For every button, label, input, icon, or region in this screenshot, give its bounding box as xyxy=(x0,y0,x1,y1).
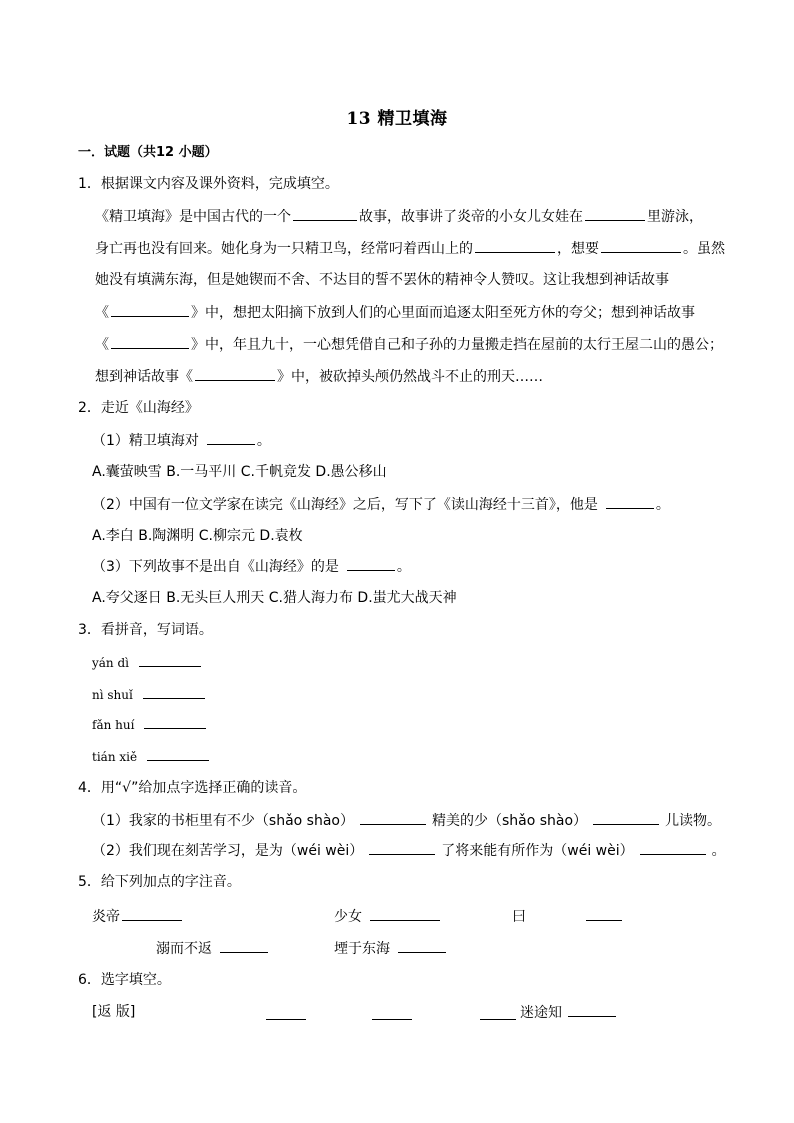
text: 想到神话故事《 xyxy=(95,369,193,385)
question-2-sub-2 xyxy=(92,494,670,515)
blank[interactable] xyxy=(593,810,659,825)
question-4-sub-1 xyxy=(92,810,721,831)
blank[interactable] xyxy=(220,938,268,953)
pinyin-item xyxy=(92,746,211,767)
question-4-text: 用“√”给加点字选择正确的读音。 xyxy=(100,780,307,796)
text: 》中，被砍掉头颅仍然战斗不止的刑天…… xyxy=(277,369,543,385)
text: 儿读物。 xyxy=(665,813,722,829)
question-4-stem xyxy=(78,778,306,798)
phonetic-item xyxy=(156,938,270,959)
text: （2）我们现在刻苦学习，是为（wéi wèi） xyxy=(92,843,364,859)
blank[interactable] xyxy=(122,906,182,921)
idiom-item xyxy=(520,1002,618,1023)
question-1-line-2 xyxy=(95,238,725,259)
question-2-options-2: A.李白 B.陶渊明 C.柳宗元 D.袁枚 xyxy=(92,528,303,544)
blank[interactable] xyxy=(398,938,446,953)
word: 迷途知 xyxy=(520,1005,562,1021)
text: 。 xyxy=(256,433,271,449)
blank[interactable] xyxy=(480,1005,516,1020)
word: 炎帝 xyxy=(92,909,120,925)
question-3-number: 3． xyxy=(78,622,101,638)
blank[interactable] xyxy=(606,494,654,509)
text: 《 xyxy=(95,337,109,353)
question-4-number: 4． xyxy=(78,780,101,796)
blank[interactable] xyxy=(372,1005,412,1020)
text: 《 xyxy=(95,305,109,321)
text: 精美的少（shǎo shào） xyxy=(431,813,588,829)
text: 《精卫填海》是中国古代的一个 xyxy=(95,209,291,225)
question-2-options-3: A.夸父逐日 B.无头巨人刑天 C.猎人海力布 D.蚩尤大战天神 xyxy=(92,590,457,606)
question-6-stem xyxy=(78,970,171,990)
blank[interactable] xyxy=(147,746,209,761)
question-1-line-1 xyxy=(95,206,703,227)
phonetic-item xyxy=(334,938,448,959)
text: ，想要 xyxy=(557,241,599,257)
blank[interactable] xyxy=(370,906,440,921)
word: 少女 xyxy=(334,909,362,925)
question-3-stem xyxy=(78,620,213,640)
blank[interactable] xyxy=(347,556,395,571)
word: 堙于东海 xyxy=(334,941,390,957)
question-5-text: 给下列加点的字注音。 xyxy=(100,874,241,890)
pinyin-text: tián xiě xyxy=(92,750,138,764)
question-1-text: 根据课文内容及课外资料，完成填空。 xyxy=(100,176,339,192)
blank[interactable] xyxy=(207,430,255,445)
text: （3）下列故事不是出自《山海经》的是 xyxy=(92,559,339,575)
text: 。 xyxy=(711,843,726,859)
question-1-number: 1． xyxy=(78,176,101,192)
text: 里游泳， xyxy=(647,209,703,225)
question-2-sub-1 xyxy=(92,430,271,451)
blank-4[interactable] xyxy=(601,238,681,253)
text: 。 xyxy=(655,497,670,513)
text: 故事，故事讲了炎帝的小女儿女娃在 xyxy=(359,209,583,225)
question-1-line-3: 她没有填满东海，但是她锲而不舍、不达目的誓不罢休的精神令人赞叹。这让我想到神话故事 xyxy=(95,272,669,288)
question-5-stem xyxy=(78,872,241,892)
question-6-text: 选字填空。 xyxy=(100,972,171,988)
blank-6[interactable] xyxy=(111,334,189,349)
text: 。 xyxy=(396,559,411,575)
phonetic-item xyxy=(334,906,442,927)
blank[interactable] xyxy=(369,840,435,855)
question-1-line-4 xyxy=(95,302,695,323)
question-3-text: 看拼音，写词语。 xyxy=(100,622,213,638)
question-1-line-5 xyxy=(95,334,723,355)
text: 身亡再也没有回来。她化身为一只精卫鸟，经常叼着西山上的 xyxy=(95,241,473,257)
text: （2）中国有一位文学家在读完《山海经》之后，写下了《读山海经十三首》，他是 xyxy=(92,497,598,513)
question-2-text: 走近《山海经》 xyxy=(100,400,199,416)
blank[interactable] xyxy=(139,652,201,667)
text: 了将来能有所作为（wéi wèi） xyxy=(441,843,634,859)
text: 。虽然 xyxy=(683,241,725,257)
question-4-sub-2 xyxy=(92,840,726,861)
blank-2[interactable] xyxy=(585,206,645,221)
question-6-number: 6． xyxy=(78,972,101,988)
pinyin-item xyxy=(92,714,208,735)
page-title: 13 精卫填海 xyxy=(346,109,448,129)
section-header: 一．试题（共12 小题） xyxy=(78,145,218,160)
blank[interactable] xyxy=(640,840,706,855)
pinyin-item xyxy=(92,652,203,673)
question-2-stem xyxy=(78,398,199,418)
text: （1）精卫填海对 xyxy=(92,433,199,449)
blank-5[interactable] xyxy=(111,302,189,317)
pinyin-text: nì shuǐ xyxy=(92,688,133,702)
text: （1）我家的书柜里有不少（shǎo shào） xyxy=(92,813,354,829)
pinyin-text: fǎn huí xyxy=(92,718,135,732)
blank[interactable] xyxy=(586,906,622,921)
question-5-number: 5． xyxy=(78,874,101,890)
phonetic-item xyxy=(92,906,184,927)
question-1-stem xyxy=(78,174,339,194)
question-2-sub-3 xyxy=(92,556,411,577)
question-2-number: 2． xyxy=(78,400,101,416)
question-2-options-1: A.囊萤映雪 B.一马平川 C.千帆竞发 D.愚公移山 xyxy=(92,464,387,480)
text: 》中，年且九十，一心想凭借自己和子孙的力量搬走挡在屋前的太行王屋二山的愚公； xyxy=(191,337,723,353)
pinyin-text: yán dì xyxy=(92,656,129,670)
blank-1[interactable] xyxy=(293,206,357,221)
blank[interactable] xyxy=(266,1005,306,1020)
text: 》中，想把太阳摘下放到人们的心里面而追逐太阳至死方休的夸父；想到神话故事 xyxy=(191,305,695,321)
blank[interactable] xyxy=(144,714,206,729)
question-1-line-6 xyxy=(95,366,543,387)
blank[interactable] xyxy=(143,684,205,699)
blank[interactable] xyxy=(568,1002,616,1017)
char-choice-bracket: [返 版] xyxy=(92,1004,136,1020)
pinyin-item xyxy=(92,684,207,705)
word: 溺而不返 xyxy=(156,941,212,957)
phonetic-item xyxy=(512,906,624,927)
blank-3[interactable] xyxy=(475,238,555,253)
blank-7[interactable] xyxy=(195,366,275,381)
word: 曰 xyxy=(512,909,526,925)
blank[interactable] xyxy=(360,810,426,825)
